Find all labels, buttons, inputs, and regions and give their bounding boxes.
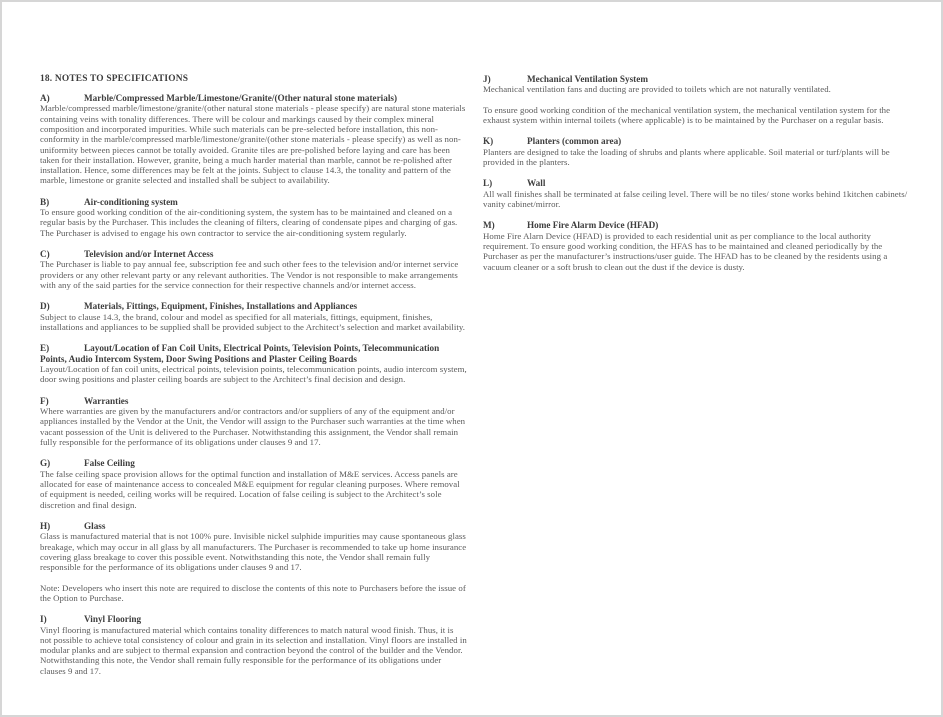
- section-h: [40, 521, 467, 603]
- section-body: [40, 469, 467, 510]
- section-letter: A): [40, 93, 50, 103]
- section-heading: [40, 343, 467, 364]
- section-title: Home Fire Alarm Device (HFAD): [527, 220, 659, 231]
- section-heading: [483, 74, 910, 84]
- section-i: [40, 614, 467, 676]
- section-heading: [40, 93, 467, 103]
- section-title: Warranties: [84, 395, 129, 406]
- section-e: [40, 343, 467, 384]
- section-paragraph: Subject to clause 14.3, the brand, colour and model as specified for all materials, fittings, equipment, finishes, installations and appliances to be supplied shall be provided subject to the Architect’s selection and market availability.: [40, 311, 466, 333]
- section-letter: F): [40, 395, 49, 406]
- section-body: [483, 147, 910, 168]
- section-paragraph: To ensure good working condition of the mechanical ventilation system, the mechanical ventilation system for the exhaust system within internal toilets (where applicable) is to be maintained by the Purchaser on a regular basis.: [483, 104, 891, 125]
- section-body: [483, 231, 910, 272]
- section-body: [40, 531, 467, 603]
- section-paragraph: All wall finishes shall be terminated at false ceiling level. There will be no tiles/ stone works behind 1kitchen cabinets/ vanity cabinet/mirror.: [483, 188, 908, 209]
- section-letter: K): [483, 136, 494, 147]
- section-j: [483, 74, 910, 125]
- section-paragraph: Mechanical ventilation fans and ducting are provided to toilets which are not naturally ventilated.: [483, 84, 831, 95]
- section-title: Wall: [527, 178, 546, 189]
- section-title: Air-conditioning system: [84, 196, 178, 207]
- section-title: Television and/or Internet Access: [84, 249, 214, 260]
- section-title: Materials, Fittings, Equipment, Finishes, Installations and Appliances: [84, 301, 358, 312]
- section-heading: [40, 614, 467, 624]
- section-a: [40, 93, 467, 186]
- section-b: [40, 197, 467, 238]
- section-heading: [483, 136, 910, 146]
- section-letter: L): [483, 178, 493, 189]
- section-c: [40, 249, 467, 290]
- section-k: [483, 136, 910, 167]
- section-body: [483, 189, 910, 210]
- section-d: [40, 301, 467, 332]
- section-paragraph: Vinyl flooring is manufactured material which contains tonality differences to match natural wood finish. Thus, it is not possible to achieve total consistency of colour and grain in its selection and installation. Vinyl floors are installed in modular planks and are subject to thermal expansion and contraction beyond the control of the builder and the Vendor. Notwithstanding this note, the Vendor shall remain fully responsible for the performance of its obligations under clauses 9 and 17.: [40, 624, 467, 676]
- section-letter: C): [40, 249, 50, 260]
- section-title: Layout/Location of Fan Coil Units, Electrical Points, Television Points, Telecommunication Points, Audio Intercom System, Door Swing Positions and Plaster Ceiling Boards: [40, 343, 440, 364]
- section-paragraph: Note: Developers who insert this note are required to disclose the contents of this note to Purchasers before the issue of the Option to Purchase.: [40, 582, 466, 603]
- section-body: [40, 364, 467, 385]
- section-heading: [40, 301, 467, 311]
- section-heading: [40, 521, 467, 531]
- section-letter: G): [40, 458, 51, 469]
- section-body: [40, 259, 467, 290]
- section-body: [40, 207, 467, 238]
- section-title: Mechanical Ventilation System: [527, 74, 648, 84]
- section-title: False Ceiling: [84, 458, 135, 469]
- section-paragraph: Where warranties are given by the manufacturers and/or contractors and/or suppliers of any of the equipment and/or appliances installed by the Vendor at the Unit, the Vendor will assign to the Purchaser such warranties at the time when vacant possession of the Unit is delivered to the Purchaser. Notwithstanding this assignment, the Vendor shall remain fully responsible for the performance of its obligations under clauses 9 and 17.: [40, 406, 466, 448]
- section-body: [40, 312, 467, 333]
- section-paragraph: Layout/Location of fan coil units, electrical points, television points, telecommunication points, audio intercom system, door swing positions and plaster ceiling boards are subject to the Architect’s final decision and design.: [40, 364, 467, 385]
- section-paragraph: The Purchaser is liable to pay annual fee, subscription fee and such other fees to the television and/or internet service providers or any other relevant party or any relevant authorities. The Vendor is not responsible to make arrangements with any of the said parties for the service connection for their respective channels and/or internet access.: [40, 259, 459, 291]
- section-l: [483, 178, 910, 209]
- section-letter: H): [40, 520, 51, 531]
- section-paragraph: Glass is manufactured material that is not 100% pure. Invisible nickel sulphide impurities may cause spontaneous glass breakage, which may occur in all glass by all manufacturers. The Purchaser is recommended to take up home insurance covering glass breakage to cover this possible event. Notwithstanding this note, the Vendor shall remain fully responsible for the performance of its obligations under clauses 9 and 17.: [40, 531, 467, 573]
- column-right: [483, 74, 910, 283]
- section-paragraph: The false ceiling space provision allows for the optimal function and installation of M&E services. Access panels are allocated for ease of maintenance access to concealed M&E equipment for regular cleaning purposes. Where removal of equipment is needed, ceiling works will be required. Location of false ceiling is subject to the Architect’s sole discretion and final design.: [40, 468, 460, 510]
- section-body: [40, 103, 467, 185]
- section-title: Vinyl Flooring: [84, 614, 142, 625]
- section-heading: [40, 396, 467, 406]
- section-heading: [40, 458, 467, 468]
- section-title: Marble/Compressed Marble/Limestone/Granite/(Other natural stone materials): [84, 93, 398, 103]
- section-body: [483, 84, 910, 125]
- section-letter: J): [483, 74, 491, 84]
- section-body: [40, 625, 467, 676]
- section-paragraph: Planters are designed to take the loading of shrubs and plants where applicable. Soil material or turf/plants will be provided in the planters.: [483, 146, 890, 167]
- section-heading: [40, 249, 467, 259]
- section-f: [40, 396, 467, 448]
- section-m: [483, 220, 910, 272]
- section-paragraph: Home Fire Alarn Device (HFAD) is provided to each residential unit as per compliance to the local authority requirement. To ensure good working condition, the HFAS has to be maintained and cleaned periodically by the Purchaser as per the manufacturer’s instructions/user guide. The HFAD has to be cleaned by the residents using a vacuum cleaner or a soft brush to clean out the dust if the device is dusty.: [483, 230, 888, 272]
- section-title: Planters (common area): [527, 136, 622, 147]
- section-letter: M): [483, 220, 495, 231]
- section-title: Glass: [84, 520, 106, 531]
- section-heading: [483, 178, 910, 188]
- section-letter: D): [40, 301, 50, 312]
- section-letter: I): [40, 614, 47, 625]
- page-title: 18. NOTES TO SPECIFICATIONS: [40, 74, 189, 84]
- section-body: [40, 406, 467, 447]
- column-left: [40, 93, 467, 687]
- section-letter: B): [40, 196, 50, 207]
- section-letter: E): [40, 343, 50, 354]
- section-g: [40, 458, 467, 510]
- section-paragraph: Marble/compressed marble/limestone/granite/(other natural stone materials - please specify) are natural stone materials containing veins with tonality differences. There will be colour and markings caused by their complex mineral composition and incorporated impurities. While such materials can be pre-selected before installation, this non-conformity in the marble/compressed marble/limestone/granite/(other stone materials - please specify) as well as non-uniformity between pieces cannot be totally avoided. Granite tiles are pre-polished before laying and care has been taken for their installation. However, granite, being a much harder material than marble, cannot be re-polished after installation. Hence, some differences may be felt at the joints. Subject to clause 14.3, the tonality and pattern of the marble, limestone or granite selected and installed shall be subject to availability.: [40, 103, 466, 186]
- section-paragraph: To ensure good working condition of the air-conditioning system, the system has to be maintained and cleaned on a regular basis by the Purchaser. This includes the cleaning of filters, clearing of condensate pipes and charging of gas. The Purchaser is advised to engage his own contractor to service the air-conditioning system regularly.: [40, 207, 458, 238]
- section-heading: [40, 197, 467, 207]
- section-heading: [483, 220, 910, 230]
